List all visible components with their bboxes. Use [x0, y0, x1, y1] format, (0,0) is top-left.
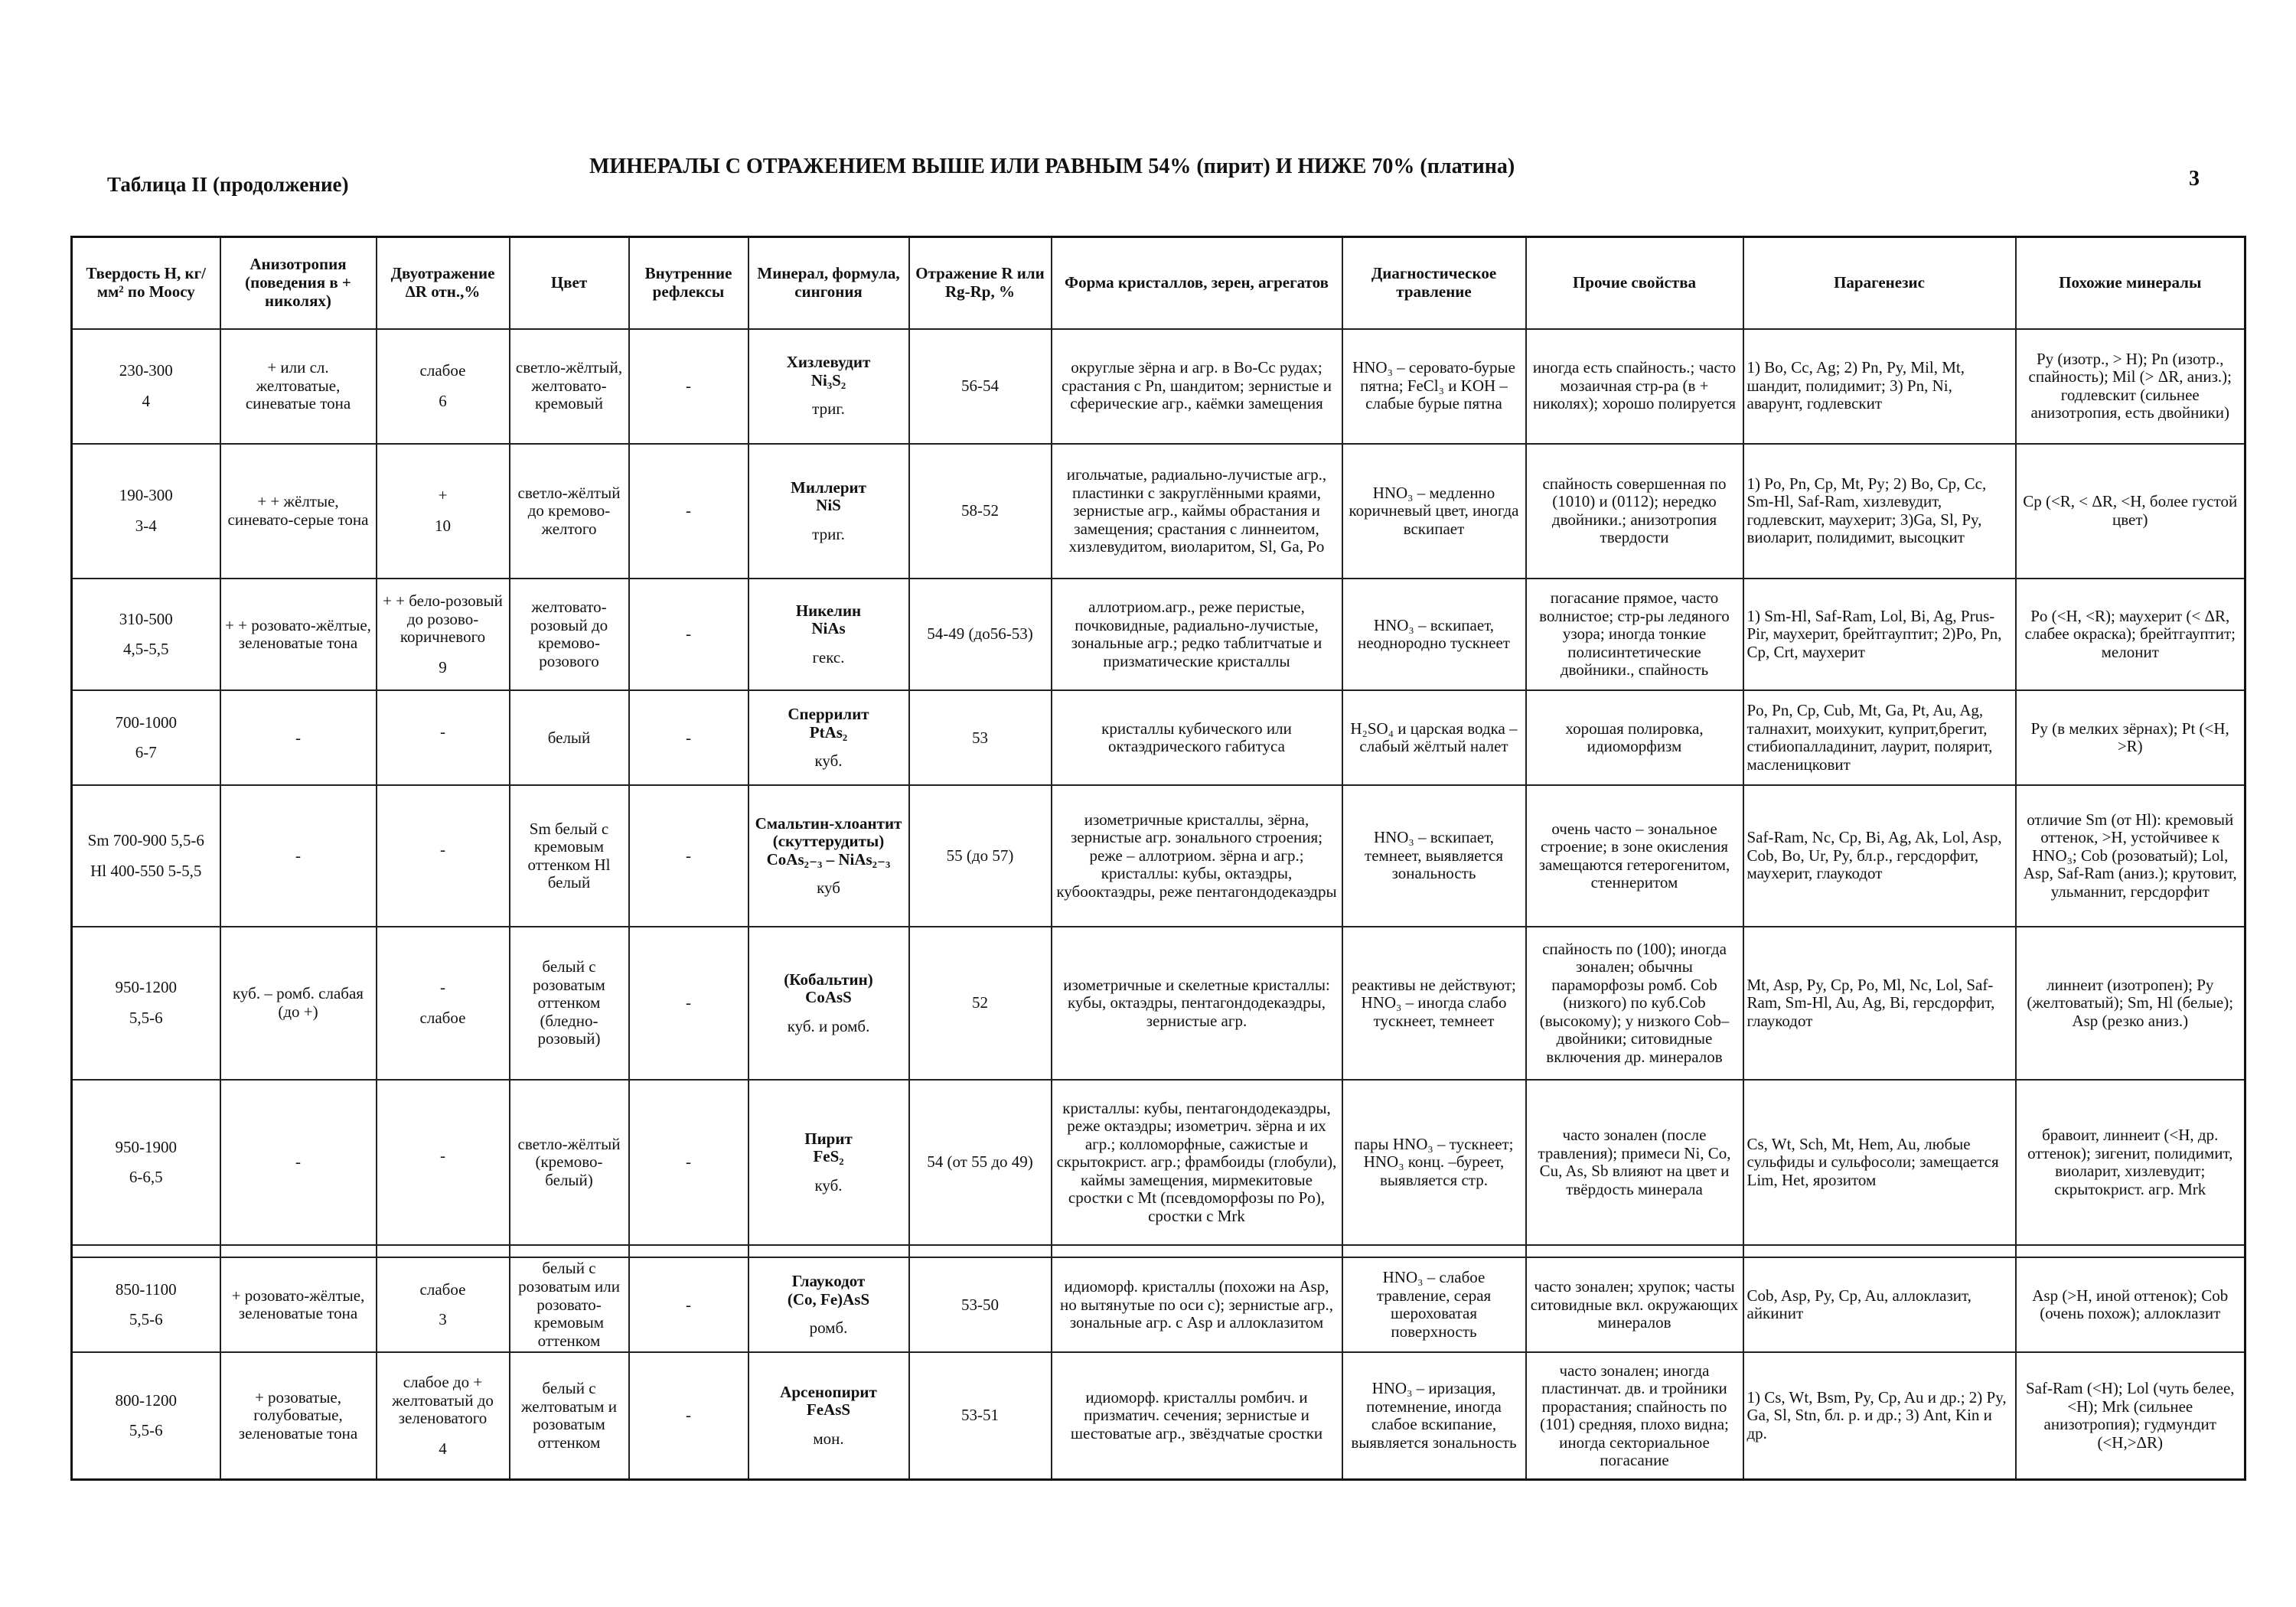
cell-anisotropy — [220, 785, 377, 926]
cell-similar-minerals — [2016, 1257, 2245, 1352]
cell-mineral — [748, 1352, 909, 1479]
cell-mineral — [748, 785, 909, 926]
other-properties-text: спайность по (100); иногда зонален; обычны параморфозы ромб. Cob (низкого) по куб.Cob (высокому); у низкого Cob–двойники; ситовидные включения др. минералов — [1539, 939, 1730, 1066]
col-header-paragenesis: Парагенезис — [1743, 237, 2016, 329]
crystal-form-text: изометричные кристаллы, зёрна, зернистые агр. зонального строения; реже – аллотриом. зёрна и агр.; кристаллы: кубы, октаэдры, кубооктаэдры, реже пентагондодекаэдры — [1056, 810, 1337, 901]
bireflectance-bottom: 10 — [435, 516, 451, 535]
bireflectance-bottom: 3 — [439, 1310, 447, 1329]
color-text: белый с розоватым оттенком (бледно-розовый) — [533, 957, 605, 1048]
separator-cell — [510, 1245, 629, 1257]
cell-bireflectance — [377, 579, 510, 690]
hardness-bottom: 4,5-5,5 — [123, 640, 169, 659]
separator-cell — [72, 1245, 220, 1257]
cell-internal-reflexes — [629, 927, 748, 1080]
cell-other-properties — [1526, 329, 1743, 444]
col-header-internal-reflexes: Внутренние рефлексы — [629, 237, 748, 329]
bireflectance-top: - — [440, 722, 445, 741]
cell-crystal-form — [1052, 1080, 1342, 1245]
mineral-system: триг. — [812, 399, 845, 419]
cell-color — [510, 927, 629, 1080]
similar-minerals-text: бравоит, линнеит (<H, др. оттенок); зигенит, полидимит, виоларит, хизлевудит; скрытокрист. агр. Mrk — [2027, 1126, 2233, 1198]
separator-cell — [1342, 1245, 1526, 1257]
minerals-table — [70, 236, 2246, 1481]
similar-minerals-text: Po (<H, <R); маухерит (< ΔR, слабее окраска); брейтгауптит; мелонит — [2024, 606, 2236, 661]
cell-other-properties — [1526, 927, 1743, 1080]
cell-reflection — [909, 444, 1052, 579]
etching-text: HNO₃ – слабое травление, серая шероховатая поверхность — [1376, 1268, 1492, 1341]
etching-text: пары HNO₃ – тускнеет; HNO₃ конц. –буреет, выявляется стр. — [1354, 1134, 1514, 1189]
col-header-hardness: Твердость H, кг/мм² по Моосу — [72, 237, 220, 329]
cell-similar-minerals — [2016, 785, 2245, 926]
hardness-top: 230-300 — [119, 361, 173, 380]
separator-cell — [909, 1245, 1052, 1257]
cell-bireflectance — [377, 444, 510, 579]
cell-paragenesis — [1743, 1257, 2016, 1352]
cell-similar-minerals — [2016, 1352, 2245, 1479]
hardness-top: 700-1000 — [115, 712, 177, 732]
cell-mineral — [748, 1257, 909, 1352]
cell-hardness — [72, 785, 220, 926]
cell-anisotropy — [220, 1080, 377, 1245]
table-label: Таблица II (продолжение) — [107, 173, 349, 196]
separator-cell — [1743, 1245, 2016, 1257]
etching-text: HNO₃ – медленно коричневый цвет, иногда вскипает — [1349, 483, 1519, 538]
color-text: светло-жёлтый (кремово-белый) — [517, 1134, 621, 1189]
cell-color — [510, 1080, 629, 1245]
reflection-text: 54-49 (до56-53) — [927, 624, 1033, 644]
cell-paragenesis — [1743, 1352, 2016, 1479]
table-row — [72, 444, 2245, 579]
cell-hardness — [72, 1080, 220, 1245]
reflection-text: 53-51 — [961, 1406, 999, 1425]
cell-similar-minerals — [2016, 579, 2245, 690]
internal-reflexes-text: - — [686, 1295, 691, 1314]
mineral-name: Сперрилит — [788, 705, 869, 724]
cell-mineral — [748, 444, 909, 579]
cell-etching — [1342, 579, 1526, 690]
etching-text: HNO₃ – вскипает, темнеет, выявляется зональность — [1365, 828, 1503, 883]
mineral-name: (Кобальтин) — [784, 970, 873, 989]
hardness-bottom: 5,5-6 — [129, 1310, 163, 1329]
cell-paragenesis — [1743, 1080, 2016, 1245]
cell-paragenesis — [1743, 927, 2016, 1080]
cell-other-properties — [1526, 1080, 1743, 1245]
cell-reflection — [909, 690, 1052, 785]
cell-etching — [1342, 927, 1526, 1080]
cell-paragenesis — [1743, 329, 2016, 444]
crystal-form-text: изометричные и скелетные кристаллы: кубы, октаэдры, пентагондодекаэдры, зернистые агр. — [1063, 975, 1330, 1030]
mineral-system: куб. — [814, 751, 843, 771]
cell-internal-reflexes — [629, 1257, 748, 1352]
cell-other-properties — [1526, 1352, 1743, 1479]
bireflectance-top: слабое — [419, 1279, 466, 1299]
cell-crystal-form — [1052, 927, 1342, 1080]
cell-similar-minerals — [2016, 444, 2245, 579]
cell-color — [510, 444, 629, 579]
cell-bireflectance — [377, 690, 510, 785]
bireflectance-top: - — [440, 839, 445, 859]
cell-crystal-form — [1052, 329, 1342, 444]
cell-etching — [1342, 1352, 1526, 1479]
cell-hardness — [72, 1352, 220, 1479]
mineral-system: ромб. — [809, 1319, 848, 1338]
similar-minerals-text: Asp (>H, иной оттенок); Cob (очень похож); аллоклазит — [2032, 1286, 2229, 1323]
other-properties-text: погасание прямое, часто волнистое; стр-ры ледяного узора; иногда тонкие полисинтетические двойники., спайность — [1539, 588, 1730, 680]
hardness-top: Sm 700-900 5,5-6 — [87, 831, 204, 850]
paragenesis-text: 1) Sm-Hl, Saf-Ram, Lol, Bi, Ag, Prus-Pir, маухерит, брейтгауптит; 2)Po, Pn, Cp, Crt, маухерит — [1746, 606, 2002, 661]
mineral-name: Арсенопирит — [780, 1382, 877, 1401]
crystal-form-text: округлые зёрна и агр. в Bo-Cc рудах; срастания с Pn, шандитом; зернистые и сферические агр., каёмки замещения — [1062, 358, 1332, 413]
cell-hardness — [72, 579, 220, 690]
col-header-anisotropy: Анизотропия (поведения в + николях) — [220, 237, 377, 329]
cell-color — [510, 579, 629, 690]
color-text: желтовато-розовый до кремово-розового — [530, 598, 608, 670]
cell-anisotropy — [220, 690, 377, 785]
cell-hardness — [72, 1257, 220, 1352]
internal-reflexes-text: - — [686, 624, 691, 644]
mineral-formula: Ni₃S₂ — [810, 370, 846, 390]
paragenesis-text: Mt, Asp, Py, Cp, Po, Ml, Nc, Lol, Saf-Ram, Sm-Hl, Au, Ag, Bi, герсдорфит, глаукодот — [1746, 975, 1995, 1030]
section-separator — [72, 1245, 2245, 1257]
internal-reflexes-text: - — [686, 501, 691, 520]
color-text: Sm белый с кремовым оттенком Hl белый — [527, 819, 611, 892]
mineral-name: Никелин — [795, 601, 862, 620]
col-header-crystal-form: Форма кристаллов, зерен, агрегатов — [1052, 237, 1342, 329]
cell-bireflectance — [377, 329, 510, 444]
cell-etching — [1342, 1257, 1526, 1352]
separator-cell — [629, 1245, 748, 1257]
crystal-form-text: кристаллы кубического или октаэдрического габитуса — [1101, 719, 1292, 756]
anisotropy-text: + + розовато-жёлтые, зеленоватые тона — [225, 615, 371, 653]
color-text: белый с желтоватым и розоватым оттенком — [521, 1379, 617, 1452]
cell-mineral — [748, 927, 909, 1080]
cell-reflection — [909, 785, 1052, 926]
separator-cell — [1052, 1245, 1342, 1257]
similar-minerals-text: Saf-Ram (<H); Lol (чуть белее, <H); Mrk (сильнее анизотропия); гудмундит (<H,>ΔR) — [2025, 1379, 2235, 1452]
cell-similar-minerals — [2016, 1080, 2245, 1245]
similar-minerals-text: линнеит (изотропен); Py (желтоватый); Sm, Hl (белые); Asp (резко аниз.) — [2027, 975, 2234, 1030]
crystal-form-text: идиоморф. кристаллы ромбич. и призматич. сечения; зернистые и шестоватые агр., звёздчатые сростки — [1070, 1387, 1323, 1442]
hardness-top: 310-500 — [119, 609, 173, 628]
hardness-bottom: Hl 400-550 5-5,5 — [90, 861, 202, 880]
anisotropy-text: + розоватые, голубоватые, зеленоватые тона — [238, 1387, 358, 1442]
paragenesis-text: 1) Bo, Cc, Ag; 2) Pn, Py, Mil, Mt, шандит, полидимит; 3) Pn, Ni, аварунт, годлевскит — [1746, 358, 1965, 413]
similar-minerals-text: Cp (<R, < ΔR, <H, более густой цвет) — [2023, 492, 2238, 529]
table-row — [72, 690, 2245, 785]
similar-minerals-text: Py (изотр., > H); Pn (изотр., спайность); Mil (> ΔR, аниз.); годлевскит (сильнее анизотропия, есть двойники) — [2028, 349, 2232, 422]
separator-cell — [748, 1245, 909, 1257]
hardness-bottom: 6-7 — [135, 743, 157, 762]
minerals-table-container — [70, 236, 2244, 1481]
other-properties-text: часто зонален; иногда пластинчат. дв. и тройники прорастания; спайность по (101) средняя, плохо видна; иногда секториальное погасание — [1540, 1361, 1729, 1470]
page-number: 3 — [2189, 167, 2200, 191]
cell-crystal-form — [1052, 1352, 1342, 1479]
cell-internal-reflexes — [629, 444, 748, 579]
cell-paragenesis — [1743, 785, 2016, 926]
cell-reflection — [909, 1257, 1052, 1352]
cell-reflection — [909, 329, 1052, 444]
cell-crystal-form — [1052, 690, 1342, 785]
hardness-top: 850-1100 — [115, 1279, 177, 1299]
paragenesis-text: Po, Pn, Cp, Cub, Mt, Ga, Pt, Au, Ag, талнахит, моихукит, куприт,брегит, стибиопалладинит, лаурит, полярит, масленицковит — [1746, 701, 1993, 774]
cell-color — [510, 785, 629, 926]
cell-color — [510, 690, 629, 785]
cell-reflection — [909, 1080, 1052, 1245]
color-text: светло-жёлтый до кремово-желтого — [517, 483, 621, 538]
internal-reflexes-text: - — [686, 1152, 691, 1172]
anisotropy-text: + + жёлтые, синевато-серые тона — [227, 492, 369, 529]
table-row — [72, 329, 2245, 444]
reflection-text: 56-54 — [961, 376, 999, 395]
cell-color — [510, 329, 629, 444]
cell-etching — [1342, 1080, 1526, 1245]
table-row — [72, 1257, 2245, 1352]
cell-internal-reflexes — [629, 1352, 748, 1479]
mineral-formula: NiS — [816, 496, 841, 515]
anisotropy-text: куб. – ромб. слабая (до +) — [233, 984, 364, 1021]
hardness-top: 800-1200 — [115, 1390, 177, 1410]
mineral-system: куб. — [814, 1175, 843, 1195]
bireflectance-top: - — [440, 978, 445, 997]
table-row — [72, 1352, 2245, 1479]
internal-reflexes-text: - — [686, 376, 691, 395]
reflection-text: 54 (от 55 до 49) — [927, 1152, 1033, 1172]
cell-anisotropy — [220, 1257, 377, 1352]
cell-color — [510, 1257, 629, 1352]
separator-cell — [1526, 1245, 1743, 1257]
col-header-bireflectance: Двуотражение ΔR отн.,% — [377, 237, 510, 329]
hardness-bottom: 5,5-6 — [129, 1421, 163, 1440]
hardness-bottom: 3-4 — [135, 516, 157, 535]
cell-etching — [1342, 329, 1526, 444]
internal-reflexes-text: - — [686, 846, 691, 865]
hardness-bottom: 4 — [142, 391, 150, 410]
color-text: белый с розоватым или розовато-кремовым оттенком — [518, 1259, 620, 1350]
cell-bireflectance — [377, 785, 510, 926]
mineral-formula: (Co, Fe)AsS — [787, 1289, 870, 1309]
col-header-reflection: Отражение R или Rg-Rp, % — [909, 237, 1052, 329]
bireflectance-top: - — [440, 1146, 445, 1165]
cell-similar-minerals — [2016, 927, 2245, 1080]
cell-hardness — [72, 444, 220, 579]
col-header-mineral: Минерал, формула, сингония — [748, 237, 909, 329]
cell-similar-minerals — [2016, 329, 2245, 444]
cell-hardness — [72, 690, 220, 785]
mineral-formula: CoAs₂₋₃ – NiAs₂₋₃ — [766, 849, 891, 869]
cell-anisotropy — [220, 1352, 377, 1479]
mineral-formula: CoAsS — [805, 988, 852, 1007]
other-properties-text: часто зонален; хрупок; часты ситовидные вкл. окружающих минералов — [1530, 1277, 1739, 1332]
cell-paragenesis — [1743, 444, 2016, 579]
cell-reflection — [909, 927, 1052, 1080]
paragenesis-text: Cob, Asp, Py, Cp, Au, аллоклазит, айкинит — [1746, 1286, 1971, 1323]
table-row — [72, 579, 2245, 690]
bireflectance-bottom: 4 — [439, 1439, 447, 1458]
cell-etching — [1342, 444, 1526, 579]
cell-color — [510, 1352, 629, 1479]
cell-bireflectance — [377, 927, 510, 1080]
cell-other-properties — [1526, 579, 1743, 690]
bireflectance-top: + — [438, 486, 448, 505]
etching-text: реактивы не действуют; HNO₃ – иногда слабо тускнеет, темнеет — [1352, 975, 1516, 1030]
other-properties-text: иногда есть спайность.; часто мозаичная стр-ра (в + николях); хорошо полируется — [1532, 358, 1737, 413]
mineral-system: триг. — [812, 524, 845, 543]
reflection-text: 58-52 — [961, 501, 999, 520]
bireflectance-top: слабое — [419, 361, 466, 380]
cell-etching — [1342, 690, 1526, 785]
cell-anisotropy — [220, 927, 377, 1080]
crystal-form-text: кристаллы: кубы, пентагондодекаэдры, реже октаэдры; изометрич. зёрна и их агр.; колломорфные, сажистые и скрытокрист. агр.; фрамбоиды (глобули), каймы замещения, мирмекитовые сростки с Mt (псевдоморфозы по Po), сростки с Mrk — [1056, 1098, 1337, 1225]
col-header-similar-minerals: Похожие минералы — [2016, 237, 2245, 329]
table-row — [72, 927, 2245, 1080]
page-title: МИНЕРАЛЫ С ОТРАЖЕНИЕМ ВЫШЕ ИЛИ РАВНЫМ 54% (пирит) И НИЖЕ 70% (платина) — [589, 155, 1515, 178]
cell-crystal-form — [1052, 1257, 1342, 1352]
cell-internal-reflexes — [629, 690, 748, 785]
cell-mineral — [748, 690, 909, 785]
cell-paragenesis — [1743, 579, 2016, 690]
mineral-name: Пирит — [804, 1129, 853, 1148]
table-row — [72, 1080, 2245, 1245]
cell-mineral — [748, 579, 909, 690]
anisotropy-text: - — [295, 1152, 301, 1172]
table-header-row — [72, 237, 2245, 329]
cell-crystal-form — [1052, 444, 1342, 579]
anisotropy-text: + или сл. желтоватые, синеватые тона — [245, 358, 351, 413]
cell-mineral — [748, 329, 909, 444]
paragenesis-text: Saf-Ram, Nc, Cp, Bi, Ag, Ak, Lol, Asp, Cob, Bo, Ur, Py, бл.р., герсдорфит, маухерит, глаукодот — [1746, 828, 2002, 883]
mineral-system: гекс. — [812, 647, 845, 667]
internal-reflexes-text: - — [686, 1406, 691, 1425]
cell-anisotropy — [220, 329, 377, 444]
etching-text: HNO₃ – иризация, потемнение, иногда слабое вскипание, выявляется зональность — [1351, 1379, 1517, 1452]
cell-other-properties — [1526, 444, 1743, 579]
cell-internal-reflexes — [629, 329, 748, 444]
cell-reflection — [909, 579, 1052, 690]
hardness-top: 950-1200 — [115, 978, 177, 997]
hardness-bottom: 5,5-6 — [129, 1008, 163, 1027]
anisotropy-text: + розовато-жёлтые, зеленоватые тона — [231, 1286, 365, 1323]
other-properties-text: очень часто – зональное строение; в зоне окисления замещаются гетерогенитом, стеннеритом — [1538, 819, 1730, 892]
cell-bireflectance — [377, 1352, 510, 1479]
paragenesis-text: 1) Po, Pn, Cp, Mt, Py; 2) Bo, Cp, Cc, Sm-Hl, Saf-Ram, хизлевудит, годлевскит, маухерит; 3)Ga, Sl, Py, виоларит, полидимит, высоцкит — [1746, 474, 1987, 547]
reflection-text: 53 — [972, 728, 988, 747]
cell-hardness — [72, 329, 220, 444]
cell-internal-reflexes — [629, 785, 748, 926]
separator-cell — [2016, 1245, 2245, 1257]
color-text: белый — [547, 728, 591, 747]
anisotropy-text: - — [295, 846, 301, 865]
bireflectance-top: + + бело-розовый до розово-коричневого — [383, 592, 503, 647]
mineral-formula: NiAs — [811, 619, 846, 638]
mineral-formula: FeAsS — [806, 1400, 851, 1420]
cell-other-properties — [1526, 785, 1743, 926]
mineral-system: куб. и ромб. — [787, 1016, 870, 1035]
reflection-text: 55 (до 57) — [946, 846, 1014, 865]
cell-etching — [1342, 785, 1526, 926]
cell-mineral — [748, 1080, 909, 1245]
cell-paragenesis — [1743, 690, 2016, 785]
bireflectance-bottom: 9 — [439, 657, 447, 676]
other-properties-text: хорошая полировка, идиоморфизм — [1565, 719, 1704, 756]
reflection-text: 52 — [972, 993, 988, 1012]
crystal-form-text: идиоморф. кристаллы (похожи на Asp, но вытянутые по оси с); зернистые агр., зональные агр. с Asp и аллоклазитом — [1059, 1277, 1334, 1332]
cell-crystal-form — [1052, 785, 1342, 926]
bireflectance-top: слабое до + желтоватый до зеленоватого — [392, 1373, 494, 1428]
similar-minerals-text: отличие Sm (от Hl): кремовый оттенок, >H, устойчивее к HNO₃; Cob (розоватый); Lol, Asp, Saf-Ram (аниз.); крутовит, ульманнит, герсдорфит — [2023, 810, 2237, 901]
cell-anisotropy — [220, 579, 377, 690]
mineral-name: Хизлевудит — [786, 353, 871, 372]
mineral-system: куб — [817, 878, 840, 898]
anisotropy-text: - — [295, 728, 301, 747]
mineral-formula: FeS₂ — [813, 1147, 844, 1166]
col-header-etching: Диагностическое травление — [1342, 237, 1526, 329]
hardness-bottom: 6-6,5 — [129, 1168, 163, 1187]
similar-minerals-text: Py (в мелких зёрнах); Pt (<H, >R) — [2030, 719, 2229, 756]
crystal-form-text: игольчатые, радиально-лучистые агр., пластинки с закруглёнными краями, зернистые агр., каймы обрастания и замещения; срастания с линнеитом, хизлевудитом, виоларитом, Sl, Ga, Po — [1066, 465, 1327, 556]
bireflectance-bottom: 6 — [439, 391, 447, 410]
crystal-form-text: аллотриом.агр., реже перистые, почковидные, радиально-лучистые, зональные агр.; редко таблитчатые и призматические кристаллы — [1071, 598, 1322, 670]
cell-anisotropy — [220, 444, 377, 579]
cell-bireflectance — [377, 1257, 510, 1352]
mineral-formula: PtAs₂ — [809, 722, 848, 742]
cell-internal-reflexes — [629, 579, 748, 690]
mineral-name: Смальтин-хлоантит (скуттерудиты) — [755, 813, 902, 851]
mineral-name: Миллерит — [791, 478, 866, 497]
paragenesis-text: 1) Cs, Wt, Bsm, Py, Cp, Au и др.; 2) Py, Ga, Sl, Stn, бл. р. и др.; 3) Ant, Kin и др. — [1746, 1387, 2007, 1442]
cell-hardness — [72, 927, 220, 1080]
hardness-top: 190-300 — [119, 486, 173, 505]
etching-text: H₂SO₄ и царская водка – слабый жёлтый налет — [1350, 719, 1518, 756]
paragenesis-text: Cs, Wt, Sch, Mt, Hem, Au, любые сульфиды и сульфосоли; замещается Lim, Het, ярозитом — [1746, 1134, 1999, 1189]
hardness-top: 950-1900 — [115, 1137, 177, 1156]
mineral-name: Глаукодот — [791, 1272, 866, 1290]
col-header-other-properties: Прочие свойства — [1526, 237, 1743, 329]
cell-reflection — [909, 1352, 1052, 1479]
cell-bireflectance — [377, 1080, 510, 1245]
bireflectance-bottom: слабое — [419, 1008, 466, 1027]
color-text: светло-жёлтый, желтовато-кремовый — [515, 358, 623, 413]
cell-similar-minerals — [2016, 690, 2245, 785]
cell-internal-reflexes — [629, 1080, 748, 1245]
etching-text: HNO₃ – вскипает, неоднородно тускнеет — [1358, 615, 1510, 653]
reflection-text: 53-50 — [961, 1295, 999, 1314]
cell-other-properties — [1526, 1257, 1743, 1352]
other-properties-text: спайность совершенная по (1010) и (0112); нередко двойники.; анизотропия твердости — [1542, 474, 1727, 547]
cell-crystal-form — [1052, 579, 1342, 690]
separator-cell — [377, 1245, 510, 1257]
cell-other-properties — [1526, 690, 1743, 785]
mineral-system: мон. — [813, 1429, 844, 1448]
separator-cell — [220, 1245, 377, 1257]
internal-reflexes-text: - — [686, 728, 691, 747]
other-properties-text: часто зонален (после травления); примеси Ni, Co, Cu, As, Sb влияют на цвет и твёрдость минерала — [1538, 1126, 1731, 1198]
internal-reflexes-text: - — [686, 993, 691, 1012]
col-header-color: Цвет — [510, 237, 629, 329]
table-row — [72, 785, 2245, 926]
etching-text: HNO₃ – серовато-бурые пятна; FeCl₃ и KOH – слабые бурые пятна — [1352, 358, 1515, 413]
